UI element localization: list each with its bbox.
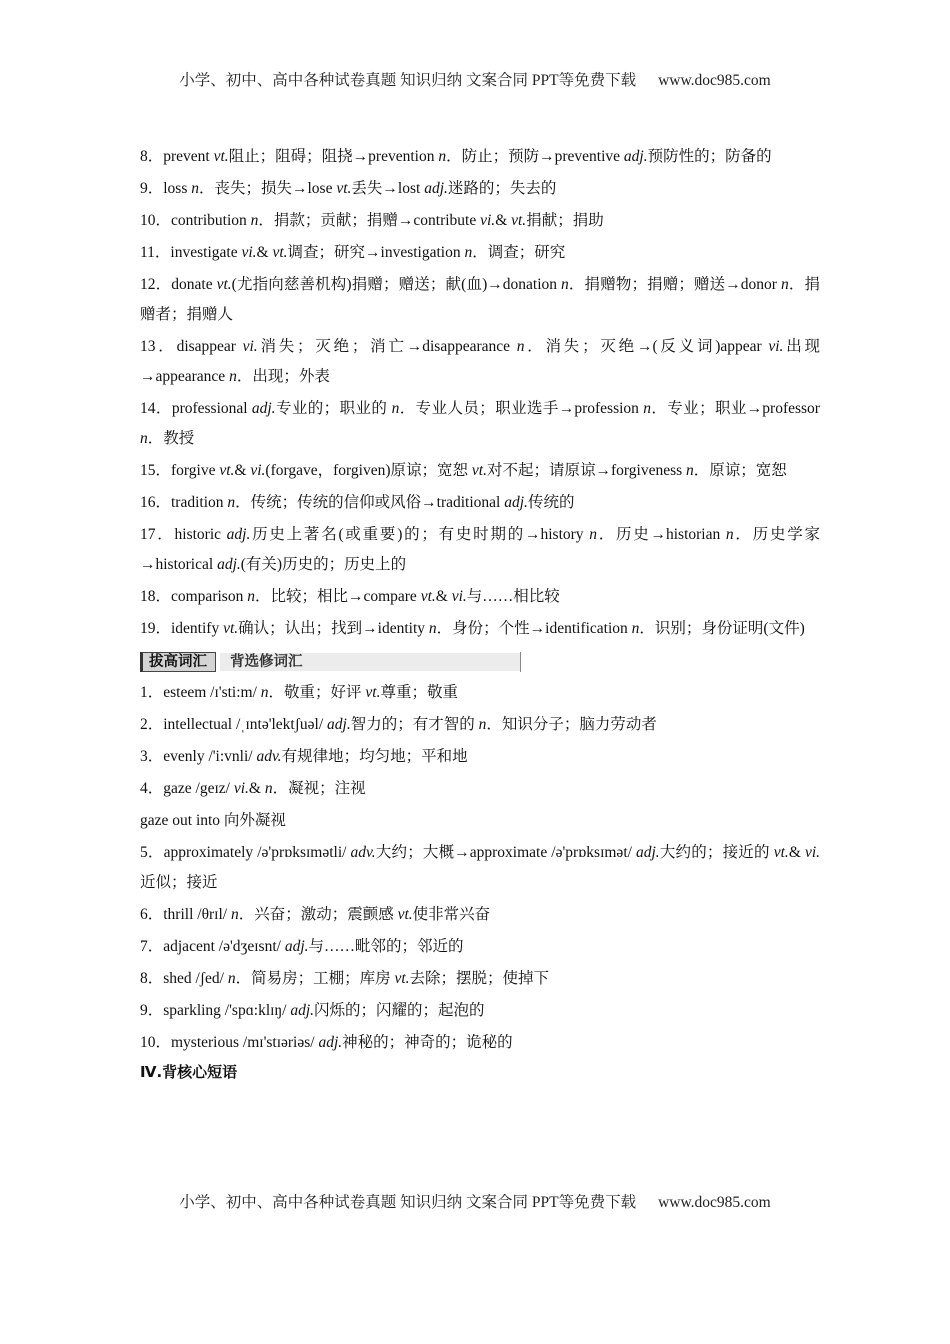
part-of-speech: vt. [223, 620, 239, 637]
entry-text: 4．gaze /geɪz/ [140, 780, 234, 797]
entry-text: ．简易房；工棚；库房 [235, 970, 395, 987]
entry-text: 14．professional [140, 400, 252, 417]
part-of-speech: adj. [290, 1002, 315, 1019]
core-vocab-list [140, 142, 820, 644]
entry-text: 9．loss [140, 180, 192, 197]
vocab-entry [140, 774, 820, 804]
part-of-speech: n [247, 588, 255, 605]
entry-text: 19．identify [140, 620, 224, 637]
entry-text: ．知识分子；脑力劳动者 [486, 716, 657, 733]
entry-text: 消失；灭绝；消亡→disappearance [257, 338, 517, 355]
header-text: 小学、初中、高中各种试卷真题 知识归纳 文案合同 PPT等免费下载 [179, 72, 637, 89]
entry-text: 13．disappear [140, 338, 243, 355]
part-of-speech: n [478, 716, 487, 733]
vocab-entry [140, 394, 820, 454]
entry-text: 12．donate [140, 276, 217, 293]
entry-text: ．专业人员；职业选手→profession [399, 400, 644, 417]
part-of-speech: adj. [251, 400, 276, 417]
part-of-speech: adj. [217, 556, 241, 573]
entry-text: 确认；认出；找到→identity [238, 620, 429, 637]
part-of-speech: n [229, 368, 237, 385]
part-of-speech: n [140, 430, 148, 447]
entry-text: 15．forgive [140, 462, 220, 479]
entry-text: ．历史学家→historical [140, 526, 820, 573]
part-of-speech: n [464, 244, 473, 261]
part-of-speech: adj. [636, 844, 660, 861]
entry-text: ．识别；身份证明(文件) [639, 620, 805, 637]
entry-text: 尊重；敬重 [380, 684, 458, 701]
vocab-entry [140, 1028, 820, 1058]
part-of-speech: vt. [397, 906, 413, 923]
entry-text: 捐献；捐助 [526, 212, 604, 229]
vocab-entry [140, 238, 820, 268]
part-of-speech: n [264, 780, 273, 797]
part-of-speech: vt. [216, 276, 232, 293]
part-of-speech: adj. [226, 526, 251, 543]
advanced-vocab-list [140, 678, 820, 1058]
footer-text: 小学、初中、高中各种试卷真题 知识归纳 文案合同 PPT等免费下载 [179, 1194, 637, 1211]
footer-site[interactable]: www.doc985.com [658, 1194, 771, 1211]
part-of-speech: vt. [773, 844, 789, 861]
entry-text: & [234, 462, 251, 479]
part-of-speech: vt. [365, 684, 381, 701]
part-of-speech: vi. [242, 338, 258, 355]
part-of-speech: n [250, 212, 259, 229]
entry-text: 7．adjacent /ə'dʒeɪsnt/ [140, 938, 285, 955]
entry-text: ．调查；研究 [472, 244, 566, 261]
part-of-speech: vi. [250, 462, 266, 479]
entry-text: 6．thrill /θrɪl/ [140, 906, 231, 923]
entry-text: & [435, 588, 452, 605]
entry-text: (forgave，forgiven)原谅；宽恕 [265, 462, 472, 479]
vocab-entry [140, 838, 820, 898]
part-of-speech: n [686, 462, 694, 479]
vocab-entry [140, 900, 820, 930]
entry-text: 17．historic [140, 526, 227, 543]
entry-text: ．专业；职业→professor [650, 400, 820, 417]
vocab-entry [140, 270, 820, 330]
entry-text: 8．prevent [140, 148, 214, 165]
part-of-speech: n [725, 526, 734, 543]
part-of-speech: vt. [394, 970, 410, 987]
entry-text: ．防止；预防→preventive [446, 148, 624, 165]
part-of-speech: vt. [213, 148, 229, 165]
entry-text: ．凝视；注视 [272, 780, 366, 797]
entry-text: ．教授 [147, 430, 195, 447]
part-of-speech: vi. [804, 844, 820, 861]
entry-text: 使非常兴奋 [412, 906, 491, 923]
entry-text: & [788, 844, 805, 861]
entry-text: 与……毗邻的；邻近的 [308, 938, 464, 955]
part-of-speech: n [230, 906, 239, 923]
part-of-speech: n [438, 148, 447, 165]
entry-text: gaze out into 向外凝视 [140, 812, 286, 829]
entry-text: 传统的 [527, 494, 575, 511]
vocab-entry [140, 742, 820, 772]
entry-text: ．兴奋；激动；震颤感 [238, 906, 398, 923]
entry-text: 阻止；阻碍；阻挠→prevention [228, 148, 439, 165]
entry-text: 神秘的；神奇的；诡秘的 [342, 1034, 513, 1051]
part-of-speech: vt. [511, 212, 527, 229]
entry-text: 近似；接近 [140, 874, 218, 891]
vocab-entry [140, 932, 820, 962]
entry-text: & [495, 212, 512, 229]
entry-text: 3．evenly /'i:vnli/ [140, 748, 257, 765]
entry-text: ．丧失；损失→lose [199, 180, 337, 197]
entry-text: 9．sparkling /'spɑ:klɪŋ/ [140, 1002, 291, 1019]
part-of-speech: adj. [327, 716, 351, 733]
entry-text: ．原谅；宽恕 [693, 462, 787, 479]
section-bar [140, 652, 521, 672]
entry-text: 预防性的；防备的 [647, 148, 772, 165]
part-of-speech: n [260, 684, 269, 701]
part-of-speech: adj. [284, 938, 309, 955]
header-site[interactable]: www.doc985.com [658, 72, 771, 89]
part-of-speech: vt. [219, 462, 235, 479]
entry-text: 1．esteem /ɪ'sti:m/ [140, 684, 261, 701]
vocab-entry [140, 996, 820, 1026]
part-of-speech: adj. [424, 180, 448, 197]
entry-text: ．传统；传统的信仰或风俗→traditional [235, 494, 505, 511]
vocab-entry [140, 142, 820, 172]
entry-text: (尤指向慈善机构)捐赠；赠送；献(血)→donation [231, 276, 562, 293]
entry-text: ．身份；个性→identification [436, 620, 632, 637]
vocab-entry [140, 332, 820, 392]
entry-text: 18．comparison [140, 588, 248, 605]
entry-text: ．捐款；贡献；捐赠→contribute [258, 212, 481, 229]
vocab-content [140, 142, 820, 1084]
part-of-speech: n [561, 276, 569, 293]
entry-text: ．历史→historian [596, 526, 726, 543]
entry-text: ．比较；相比→compare [254, 588, 421, 605]
entry-text: ．捐赠者；捐赠人 [140, 276, 820, 323]
entry-text: 大约；大概→approximate /ə'prɒksɪmət/ [375, 844, 636, 861]
part-of-speech: n [428, 620, 437, 637]
vocab-entry [140, 456, 820, 486]
part-of-speech: vt. [471, 462, 487, 479]
part-of-speech: vi. [241, 244, 257, 261]
part-of-speech: adj. [504, 494, 528, 511]
section-heading-phrases: Ⅳ.背核心短语 [140, 1063, 238, 1081]
entry-text: ．敬重；好评 [268, 684, 366, 701]
entry-text: & [248, 780, 265, 797]
entry-text: 调查；研究→investigation [287, 244, 465, 261]
part-of-speech: vi. [451, 588, 467, 605]
entry-text: 出现→appearance [140, 338, 821, 385]
entry-text: 对不起；请原谅→forgiveness [486, 462, 687, 479]
entry-text: ．消失；灭绝→(反义词)appear [524, 338, 769, 355]
entry-text: 丢失→lost [351, 180, 425, 197]
entry-text: 闪烁的；闪耀的；起泡的 [314, 1002, 485, 1019]
vocab-entry [140, 678, 820, 708]
entry-text: 10．mysterious /mɪ'stɪəriəs/ [140, 1034, 319, 1051]
entry-text: & [256, 244, 273, 261]
section-tag: 拔高词汇 [140, 652, 216, 672]
entry-text: 与……相比较 [466, 588, 560, 605]
entry-text: 16．tradition [140, 494, 228, 511]
entry-text: (有关)历史的；历史上的 [240, 556, 407, 573]
part-of-speech: n [589, 526, 597, 543]
page-footer [0, 1190, 950, 1212]
part-of-speech: vi. [480, 212, 496, 229]
part-of-speech: vt. [272, 244, 288, 261]
vocab-entry [140, 964, 820, 994]
entry-text: 有规律地；均匀地；平和地 [281, 748, 468, 765]
entry-text: 迷路的；失去的 [447, 180, 557, 197]
part-of-speech: adv. [350, 844, 376, 861]
part-of-speech: n [227, 970, 236, 987]
entry-text: ．捐赠物；捐赠；赠送→donor [568, 276, 781, 293]
part-of-speech: vt. [336, 180, 352, 197]
part-of-speech: adj. [318, 1034, 343, 1051]
part-of-speech: n [643, 400, 651, 417]
part-of-speech: n [631, 620, 640, 637]
part-of-speech: n [191, 180, 199, 197]
vocab-entry [140, 614, 820, 644]
part-of-speech: n [780, 276, 789, 293]
entry-text: 大约的；接近的 [659, 844, 774, 861]
part-of-speech: vi. [233, 780, 249, 797]
part-of-speech: n [227, 494, 236, 511]
page-header [0, 68, 950, 90]
entry-text: 5．approximately /ə'prɒksɪmətli/ [140, 844, 351, 861]
section-title: 背选修词汇 [220, 653, 520, 671]
entry-text: 11．investigate [140, 244, 242, 261]
vocab-entry [140, 710, 820, 740]
vocab-entry [140, 488, 820, 518]
vocab-entry [140, 206, 820, 236]
entry-text: 8．shed /ʃed/ [140, 970, 228, 987]
part-of-speech: vt. [420, 588, 436, 605]
part-of-speech: n [391, 400, 400, 417]
entry-text: 去除；摆脱；使掉下 [409, 970, 550, 987]
vocab-entry [140, 520, 820, 580]
part-of-speech: vi. [768, 338, 784, 355]
part-of-speech: adv. [256, 748, 282, 765]
part-of-speech: adj. [623, 148, 648, 165]
entry-text: 专业的；职业的 [275, 400, 392, 417]
entry-text: 智力的；有才智的 [350, 716, 479, 733]
entry-text: 2．intellectual /ˌɪntə'lektʃuəl/ [140, 716, 328, 733]
vocab-entry [140, 174, 820, 204]
entry-text: ．出现；外表 [236, 368, 330, 385]
vocab-entry [140, 582, 820, 612]
part-of-speech: n [516, 338, 525, 355]
entry-text: 10．contribution [140, 212, 251, 229]
vocab-entry [140, 806, 820, 836]
entry-text: 历史上著名(或重要)的；有史时期的→history [250, 526, 590, 543]
